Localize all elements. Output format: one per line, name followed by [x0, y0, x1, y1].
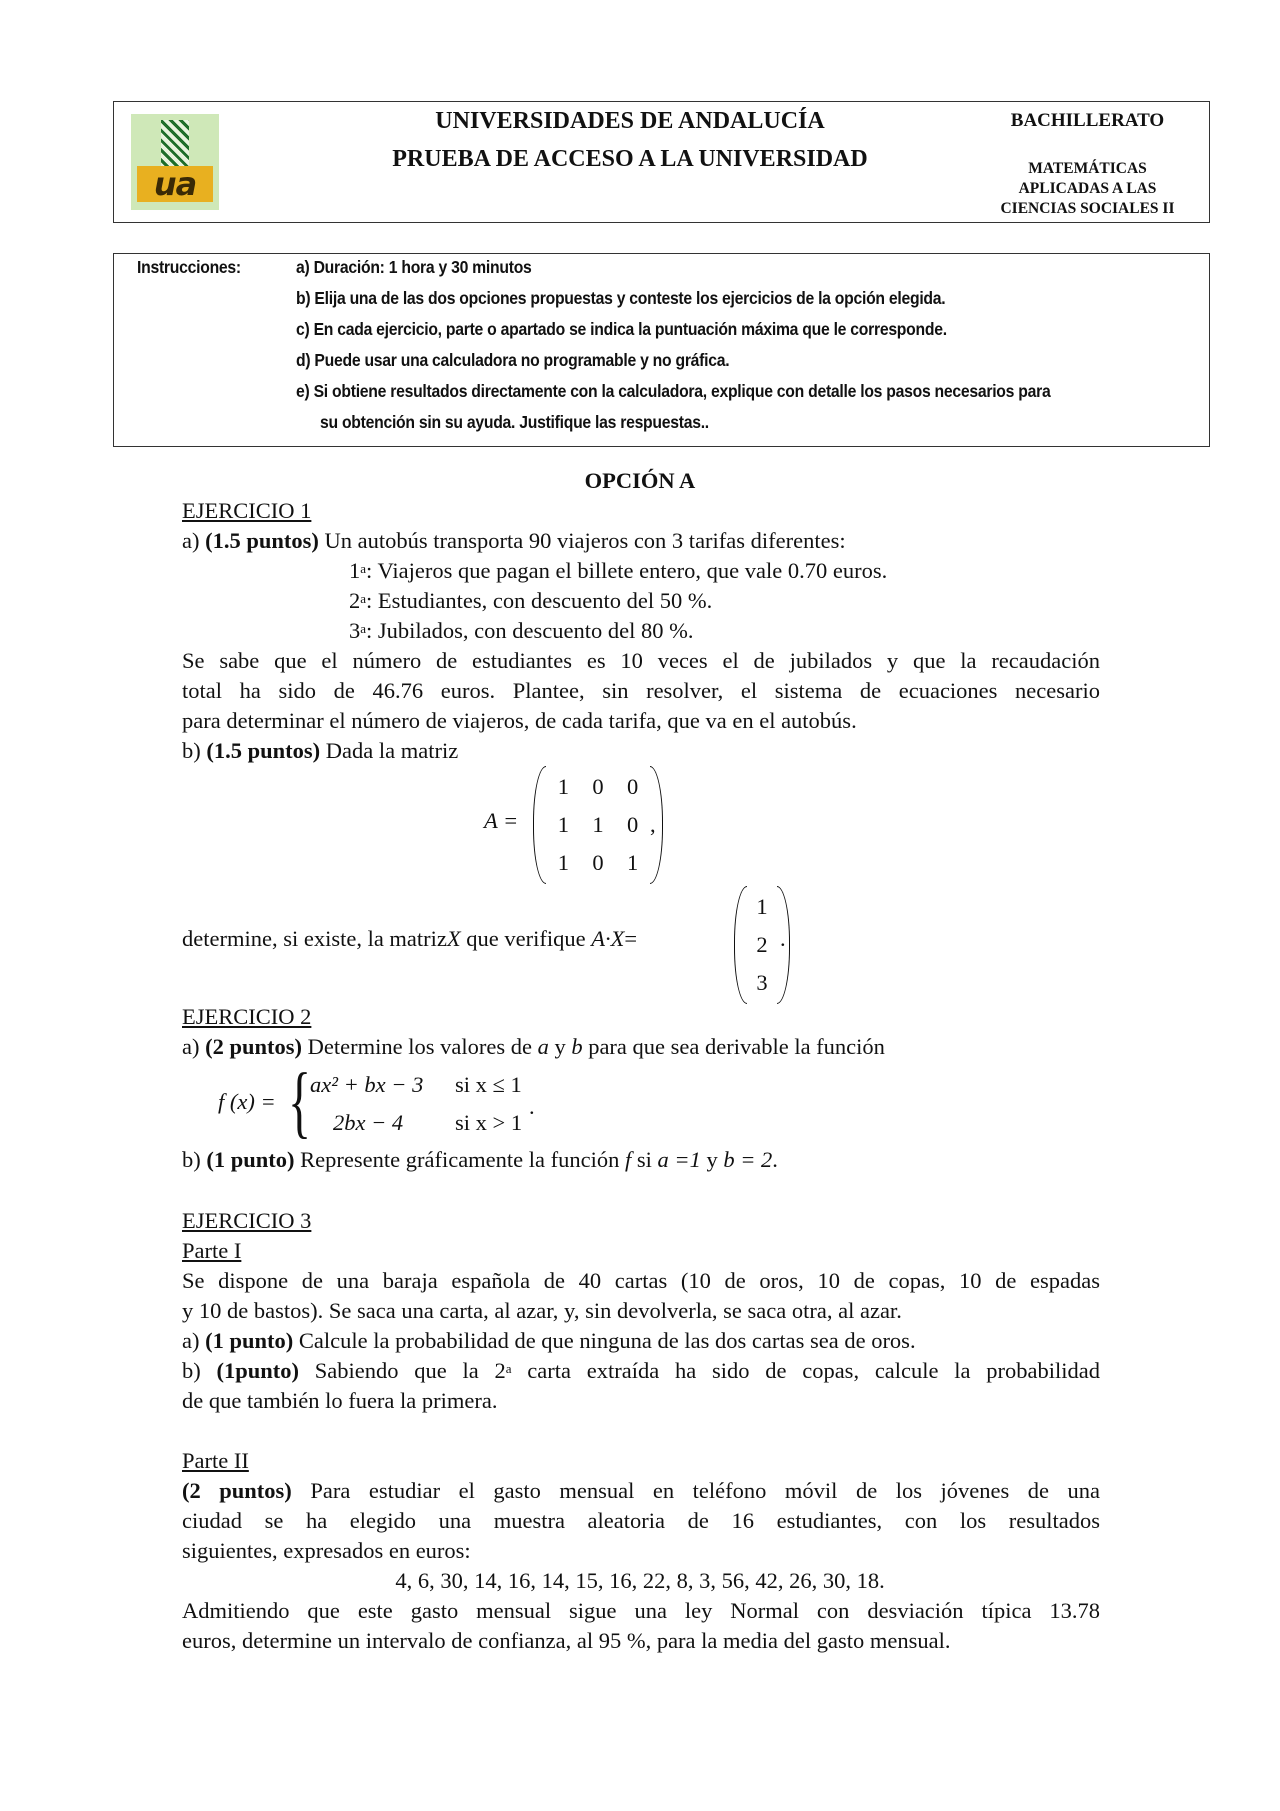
vector-body — [747, 886, 777, 1004]
ej1-paragraph-line-1: Se sabe que el número de estudiantes es 10 veces el de jubilados y que la recaudación — [182, 648, 1100, 673]
p1-part-a — [182, 1326, 916, 1356]
tarifa-2-text: : Estudiantes, con descuento del 50 %. — [366, 588, 713, 613]
determine-line — [182, 924, 637, 954]
subject-line-1: MATEMÁTICAS — [1028, 160, 1147, 177]
matrix-a-body — [546, 766, 650, 884]
vector-row — [747, 964, 777, 1002]
p1-a-text: Calcule la probabilidad de que ninguna de las dos cartas sea de oros. — [293, 1328, 916, 1353]
matrix-row — [546, 844, 650, 882]
vector-row — [747, 926, 777, 964]
ax-label: A·X — [591, 926, 625, 951]
p2-line-2: ciudad se ha elegido una muestra aleatoria de 16 estudiantes, con los resultados — [182, 1508, 1100, 1533]
part-1-title: Parte I — [182, 1238, 242, 1263]
left-paren — [533, 766, 546, 884]
case-1 — [310, 1070, 423, 1100]
ej1-a-points: (1.5 puntos) — [205, 528, 319, 553]
matrix-cell: 0 — [627, 774, 639, 799]
ordinal-sup: a — [360, 561, 367, 576]
matrix-cell: 0 — [592, 774, 604, 799]
instructions-label: Instrucciones: — [137, 257, 241, 277]
instruction-d: d) Puede usar una calculadora no programable y no gráfica. — [296, 350, 730, 370]
matrix-cell: 1 — [627, 850, 639, 875]
p2-line-1 — [182, 1476, 1100, 1506]
instruction-e-continued: su obtención sin su ayuda. Justifique las respuestas.. — [320, 412, 709, 432]
tarifa-3 — [349, 616, 693, 646]
ordinal-sup: a — [505, 1361, 512, 1376]
ej1-a-prefix: a) — [182, 528, 206, 553]
instruction-a: a) Duración: 1 hora y 30 minutos — [296, 257, 532, 277]
p1-a-prefix: a) — [182, 1328, 206, 1353]
case-2-cond: si x > 1 — [455, 1110, 523, 1135]
equals-sign: = — [624, 926, 638, 951]
p1-part-b — [182, 1356, 1100, 1386]
matrix-cell: 1 — [557, 812, 569, 837]
ej1-b-text: Dada la matriz — [320, 738, 459, 763]
vector-row — [747, 888, 777, 926]
part-2-title: Parte II — [182, 1448, 249, 1473]
f-symbol: f — [625, 1147, 632, 1172]
a-value: a =1 — [657, 1147, 701, 1172]
conj-y: y — [700, 1147, 724, 1172]
ej2-a-points: (2 puntos) — [205, 1034, 303, 1059]
ej1-paragraph-line-3: para determinar el número de viajeros, de cada tarifa, que va en el autobús. — [182, 708, 857, 733]
vector-cell: 2 — [756, 932, 768, 957]
matrix-row — [546, 768, 650, 806]
ej2-a-prefix: a) — [182, 1034, 206, 1059]
matrix-cell: 1 — [557, 850, 569, 875]
function-label — [218, 1087, 276, 1117]
p1-b-text-2: carta extraída ha sido de copas, calcule la probabilidad — [511, 1358, 1100, 1383]
instruction-b: b) Elija una de las dos opciones propuestas y conteste los ejercicios de la opción elegida. — [296, 288, 946, 308]
exercise-3-title: EJERCICIO 3 — [182, 1208, 312, 1233]
case-2-expr: 2bx − 4 — [333, 1110, 404, 1135]
case-1-expr: ax² + bx − 3 — [310, 1072, 424, 1097]
matrix-a-label-text: A = — [484, 808, 519, 833]
case-1-cond: si x ≤ 1 — [455, 1072, 522, 1097]
function-label-text: f (x) = — [218, 1089, 276, 1114]
matrix-a — [533, 766, 663, 884]
left-paren — [734, 886, 747, 1004]
p2-line-3: siguientes, expresados en euros: — [182, 1538, 471, 1563]
var-a: a — [537, 1034, 549, 1059]
ej2-b-end: . — [772, 1147, 778, 1172]
ej1-part-b — [182, 736, 458, 766]
tarifa-1-num: 1 — [349, 558, 361, 583]
b-value: b = 2 — [723, 1147, 773, 1172]
ej2-a-text: Determine los valores de — [302, 1034, 538, 1059]
tarifa-3-num: 3 — [349, 618, 361, 643]
p1-b-prefix: b) — [182, 1358, 217, 1383]
level-label: BACHILLERATO — [1010, 110, 1165, 131]
ej2-b-text-2: si — [631, 1147, 658, 1172]
vector-cell: 1 — [756, 894, 768, 919]
vector-cell: 3 — [756, 970, 768, 995]
ordinal-sup: a — [360, 591, 367, 606]
brace-icon: { — [288, 1058, 312, 1146]
subject-line-3: CIENCIAS SOCIALES II — [1000, 200, 1175, 217]
case-2 — [333, 1108, 403, 1138]
ej1-part-a — [182, 526, 846, 556]
p2-points: (2 puntos) — [182, 1478, 292, 1503]
ej2-a-text-2: para que sea derivable la función — [582, 1034, 885, 1059]
tarifa-1 — [349, 556, 887, 586]
ej1-b-points: (1.5 puntos) — [206, 738, 321, 763]
subject-line-2: APLICADAS A LAS — [1018, 180, 1157, 197]
option-title: OPCIÓN A — [584, 468, 696, 493]
university-title: UNIVERSIDADES DE ANDALUCÍA — [435, 108, 825, 134]
p1-b-points: (1punto) — [216, 1358, 300, 1383]
ej1-paragraph-line-2: total ha sido de 46.76 euros. Plantee, sin resolver, el sistema de ecuaciones necesario — [182, 678, 1100, 703]
var-b: b — [571, 1034, 583, 1059]
p2-line-4: Admitiendo que este gasto mensual sigue una ley Normal con desviación típica 13.78 — [182, 1598, 1100, 1623]
instruction-e: e) Si obtiene resultados directamente con la calculadora, explique con detalle los pasos necesarios para — [296, 381, 1051, 401]
p2-line-5: euros, determine un intervalo de confianza, al 95 %, para la media del gasto mensual. — [182, 1628, 951, 1653]
exercise-2-title: EJERCICIO 2 — [182, 1004, 312, 1029]
matrix-cell: 0 — [592, 850, 604, 875]
exam-title: PRUEBA DE ACCESO A LA UNIVERSIDAD — [392, 146, 868, 172]
matrix-cell: 1 — [557, 774, 569, 799]
tarifa-2 — [349, 586, 712, 616]
matrix-row — [546, 806, 650, 844]
instruction-c: c) En cada ejercicio, parte o apartado se indica la puntuación máxima que le corresponde. — [296, 319, 947, 339]
determine-text: determine, si existe, la matriz — [182, 926, 447, 951]
p2-text: Para estudiar el gasto mensual en teléfono móvil de los jóvenes de una — [291, 1478, 1100, 1503]
ej2-b-text: Represente gráficamente la función — [294, 1147, 625, 1172]
ej2-b-prefix: b) — [182, 1147, 207, 1172]
matrix-a-label — [484, 806, 518, 836]
vector-period: . — [780, 926, 786, 951]
p1-line-2: y 10 de bastos). Se saca una carta, al azar, y, sin devolverla, se saca otra, al azar. — [182, 1298, 902, 1323]
p1-a-points: (1 punto) — [205, 1328, 294, 1353]
ej2-b-points: (1 punto) — [206, 1147, 295, 1172]
ej1-b-prefix: b) — [182, 738, 207, 763]
verify-text: que verifique — [460, 926, 592, 951]
tarifa-3-text: : Jubilados, con descuento del 80 %. — [366, 618, 694, 643]
p1-b-text: Sabiendo que la 2 — [299, 1358, 506, 1383]
ej1-a-text: Un autobús transporta 90 viajeros con 3 tarifas diferentes: — [318, 528, 846, 553]
matrix-cell: 1 — [592, 812, 604, 837]
tarifa-1-text: : Viajeros que pagan el billete entero, que vale 0.70 euros. — [366, 558, 888, 583]
ordinal-sup: a — [360, 621, 367, 636]
tarifa-2-num: 2 — [349, 588, 361, 613]
x-variable: X — [446, 926, 461, 951]
ej2-part-b — [182, 1145, 778, 1175]
exercise-1-title: EJERCICIO 1 — [182, 498, 312, 523]
logo-text: ua — [137, 166, 213, 202]
matrix-cell: 0 — [627, 812, 639, 837]
university-logo — [131, 114, 219, 210]
matrix-comma: , — [650, 812, 656, 837]
p1-b-line-2: de que también lo fuera la primera. — [182, 1388, 498, 1413]
p1-line-1: Se dispone de una baraja española de 40 cartas (10 de oros, 10 de copas, 10 de espadas — [182, 1268, 1100, 1293]
function-dot: . — [529, 1094, 535, 1119]
conj-y: y — [548, 1034, 572, 1059]
p2-data: 4, 6, 30, 14, 16, 14, 15, 16, 22, 8, 3, 56, 42, 26, 30, 18. — [395, 1568, 885, 1593]
